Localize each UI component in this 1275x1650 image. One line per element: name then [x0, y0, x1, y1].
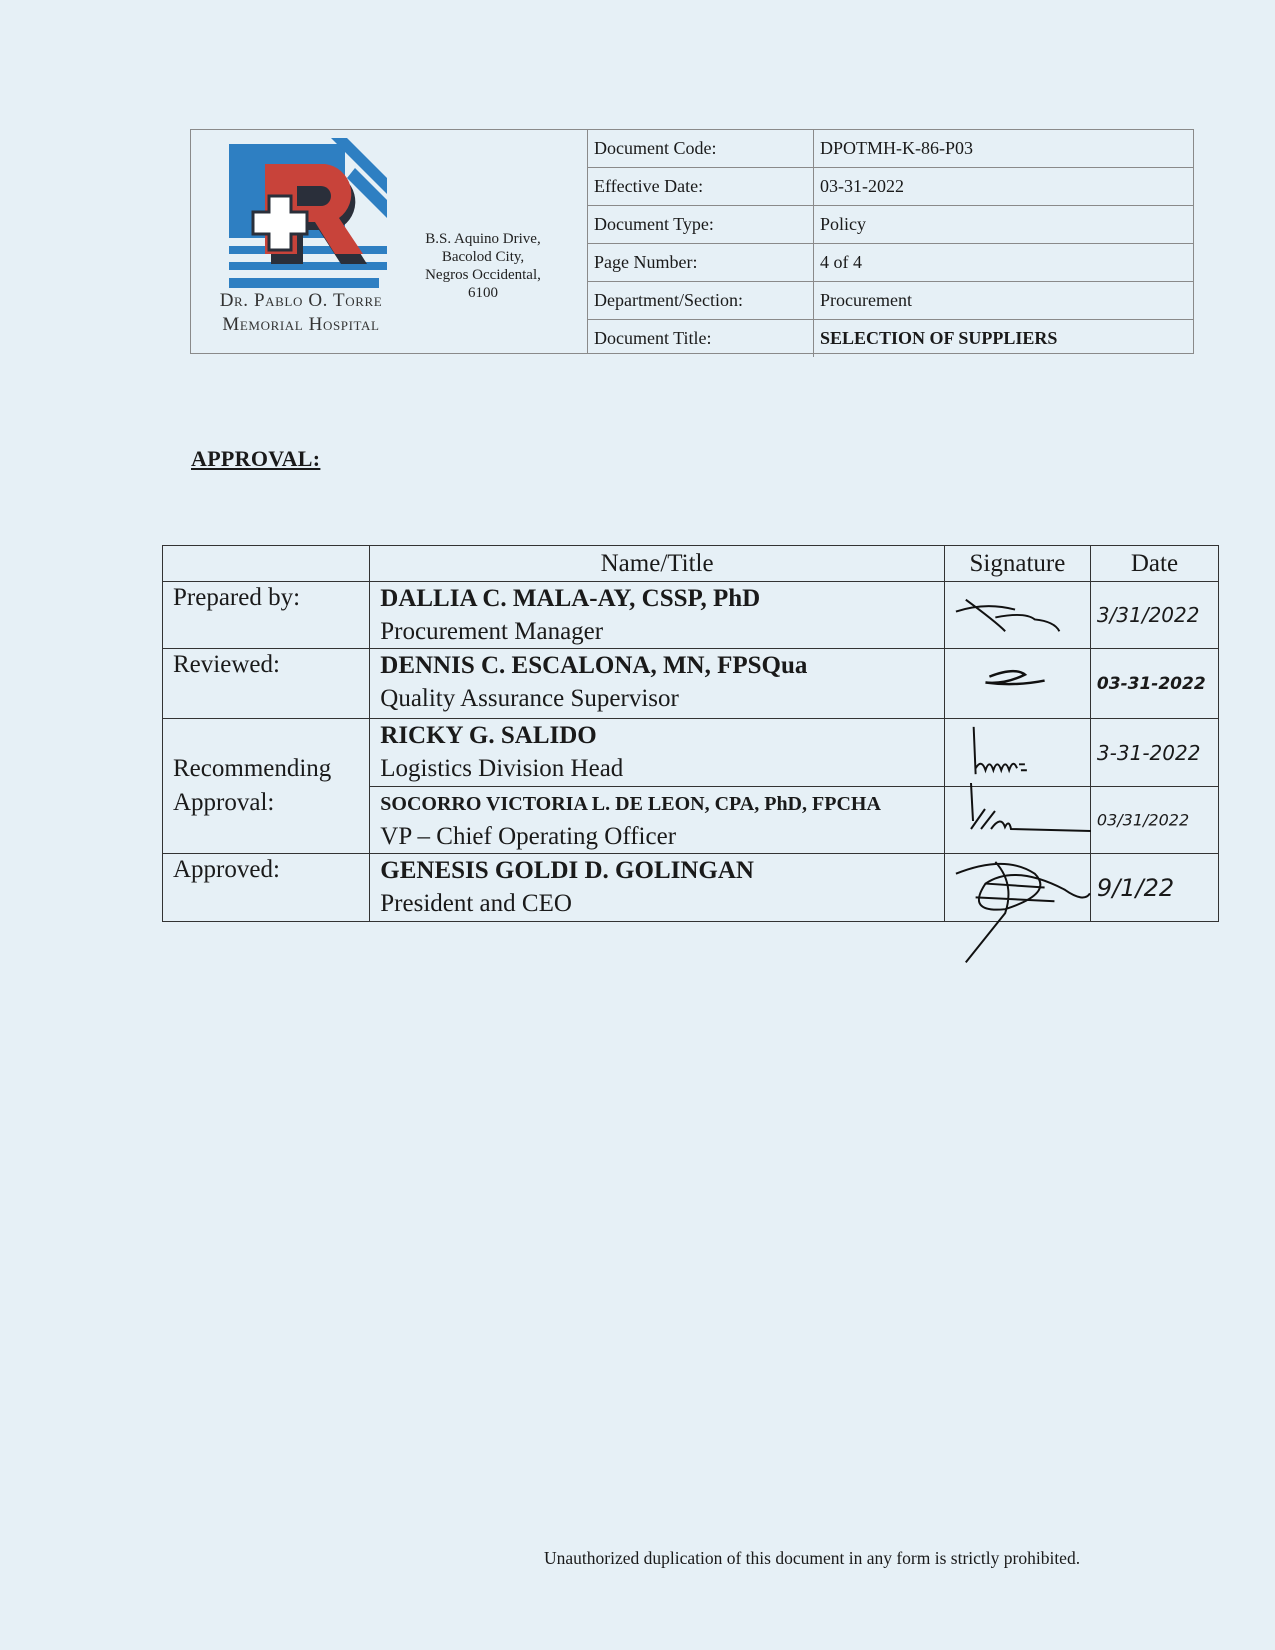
- footer-notice: Unauthorized duplication of this document in any form is strictly prohibited.: [544, 1548, 1081, 1568]
- hospital-logo-icon: [227, 138, 387, 294]
- signatory-title: President and CEO: [380, 890, 572, 917]
- handwritten-signature-icon: [945, 649, 1091, 718]
- signature-cell: [944, 649, 1090, 719]
- column-header-date: Date: [1090, 546, 1218, 582]
- signatory-name: DALLIA C. MALA-AY, CSSP, PhD: [380, 585, 761, 612]
- approval-row-approved: [163, 854, 1219, 922]
- handwritten-signature-icon: [945, 719, 1091, 786]
- name-title-cell: [370, 719, 945, 787]
- handwritten-signature-icon: [945, 582, 1091, 648]
- handwritten-date: 03/31/2022: [1096, 810, 1190, 830]
- name-title-cell: [370, 787, 945, 854]
- hospital-name-line2: Memorial Hospital: [222, 314, 380, 335]
- document-meta: [587, 130, 1193, 353]
- document-header: [190, 129, 1194, 354]
- meta-row-code: [588, 130, 1193, 168]
- date-cell: [1090, 649, 1218, 719]
- meta-row-type: [588, 206, 1193, 244]
- handwritten-date: 3-31-2022: [1096, 740, 1201, 765]
- handwritten-signature-icon: [945, 787, 1091, 853]
- column-header-role: [163, 546, 370, 582]
- signatory-name: GENESIS GOLDI D. GOLINGAN: [380, 857, 754, 884]
- signatory-title: Procurement Manager: [380, 618, 604, 645]
- signatory-title: Logistics Division Head: [380, 755, 624, 782]
- meta-value-page-number: 4 of 4: [814, 244, 1194, 282]
- meta-value-department: Procurement: [814, 282, 1194, 320]
- hospital-name-line1: Dr. Pablo O. Torre: [219, 290, 383, 311]
- signatory-title: VP – Chief Operating Officer: [380, 823, 677, 850]
- signature-cell: [944, 787, 1090, 854]
- address-line: B.S. Aquino Drive,: [425, 231, 541, 247]
- date-cell: [1090, 719, 1218, 787]
- role-label-recommending: [163, 719, 370, 854]
- role-label: Approved:: [163, 854, 370, 922]
- approval-heading: APPROVAL:: [191, 446, 321, 471]
- approval-row-reviewed: [163, 649, 1219, 719]
- address-line: Bacolod City,: [441, 249, 525, 265]
- signature-cell: [944, 582, 1090, 649]
- meta-label: Effective Date:: [588, 168, 814, 206]
- meta-label: Document Title:: [588, 320, 814, 358]
- approval-header-row: [163, 546, 1219, 582]
- meta-label: Page Number:: [588, 244, 814, 282]
- handwritten-date: 3/31/2022: [1096, 603, 1200, 627]
- approval-table: [162, 545, 1219, 922]
- hospital-name: [191, 289, 411, 337]
- name-title-cell: [370, 854, 945, 922]
- handwritten-date: 9/1/22: [1096, 873, 1175, 902]
- signatory-name: RICKY G. SALIDO: [380, 722, 597, 749]
- role-label: Reviewed:: [163, 649, 370, 719]
- role-label-line: Approval:: [173, 789, 275, 816]
- hospital-identity: [191, 130, 587, 353]
- signatory-name: SOCORRO VICTORIA L. DE LEON, CPA, PhD, FPCHA: [380, 793, 881, 815]
- date-cell: [1090, 787, 1218, 854]
- name-title-cell: [370, 582, 945, 649]
- meta-row-department: [588, 282, 1193, 320]
- meta-row-effective-date: [588, 168, 1193, 206]
- role-label-line: Recommending: [173, 755, 332, 782]
- date-cell: [1090, 582, 1218, 649]
- meta-value-document-code: DPOTMH-K-86-P03: [814, 130, 1194, 168]
- role-label: Prepared by:: [163, 582, 370, 649]
- address-line: Negros Occidental,: [425, 267, 541, 283]
- meta-value-document-type: Policy: [814, 206, 1194, 244]
- handwritten-signature-icon: [945, 854, 1091, 921]
- document-meta-table: [588, 130, 1193, 357]
- approval-row-logistics: [163, 719, 1219, 787]
- meta-label: Document Code:: [588, 130, 814, 168]
- column-header-signature: Signature: [944, 546, 1090, 582]
- signatory-title: Quality Assurance Supervisor: [380, 685, 679, 712]
- signature-cell: [944, 854, 1090, 922]
- hospital-address: [413, 230, 553, 302]
- handwritten-date: 03-31-2022: [1096, 673, 1206, 694]
- meta-label: Document Type:: [588, 206, 814, 244]
- date-cell: [1090, 854, 1218, 922]
- signatory-name: DENNIS C. ESCALONA, MN, FPSQua: [380, 652, 808, 679]
- meta-value-effective-date: 03-31-2022: [814, 168, 1194, 206]
- meta-label: Department/Section:: [588, 282, 814, 320]
- name-title-cell: [370, 649, 945, 719]
- meta-row-page: [588, 244, 1193, 282]
- approval-row-prepared: [163, 582, 1219, 649]
- meta-value-document-title: SELECTION OF SUPPLIERS: [820, 328, 1058, 348]
- address-line: 6100: [468, 285, 498, 301]
- meta-row-title: [588, 320, 1193, 358]
- signature-cell: [944, 719, 1090, 787]
- column-header-name-title: Name/Title: [370, 546, 945, 582]
